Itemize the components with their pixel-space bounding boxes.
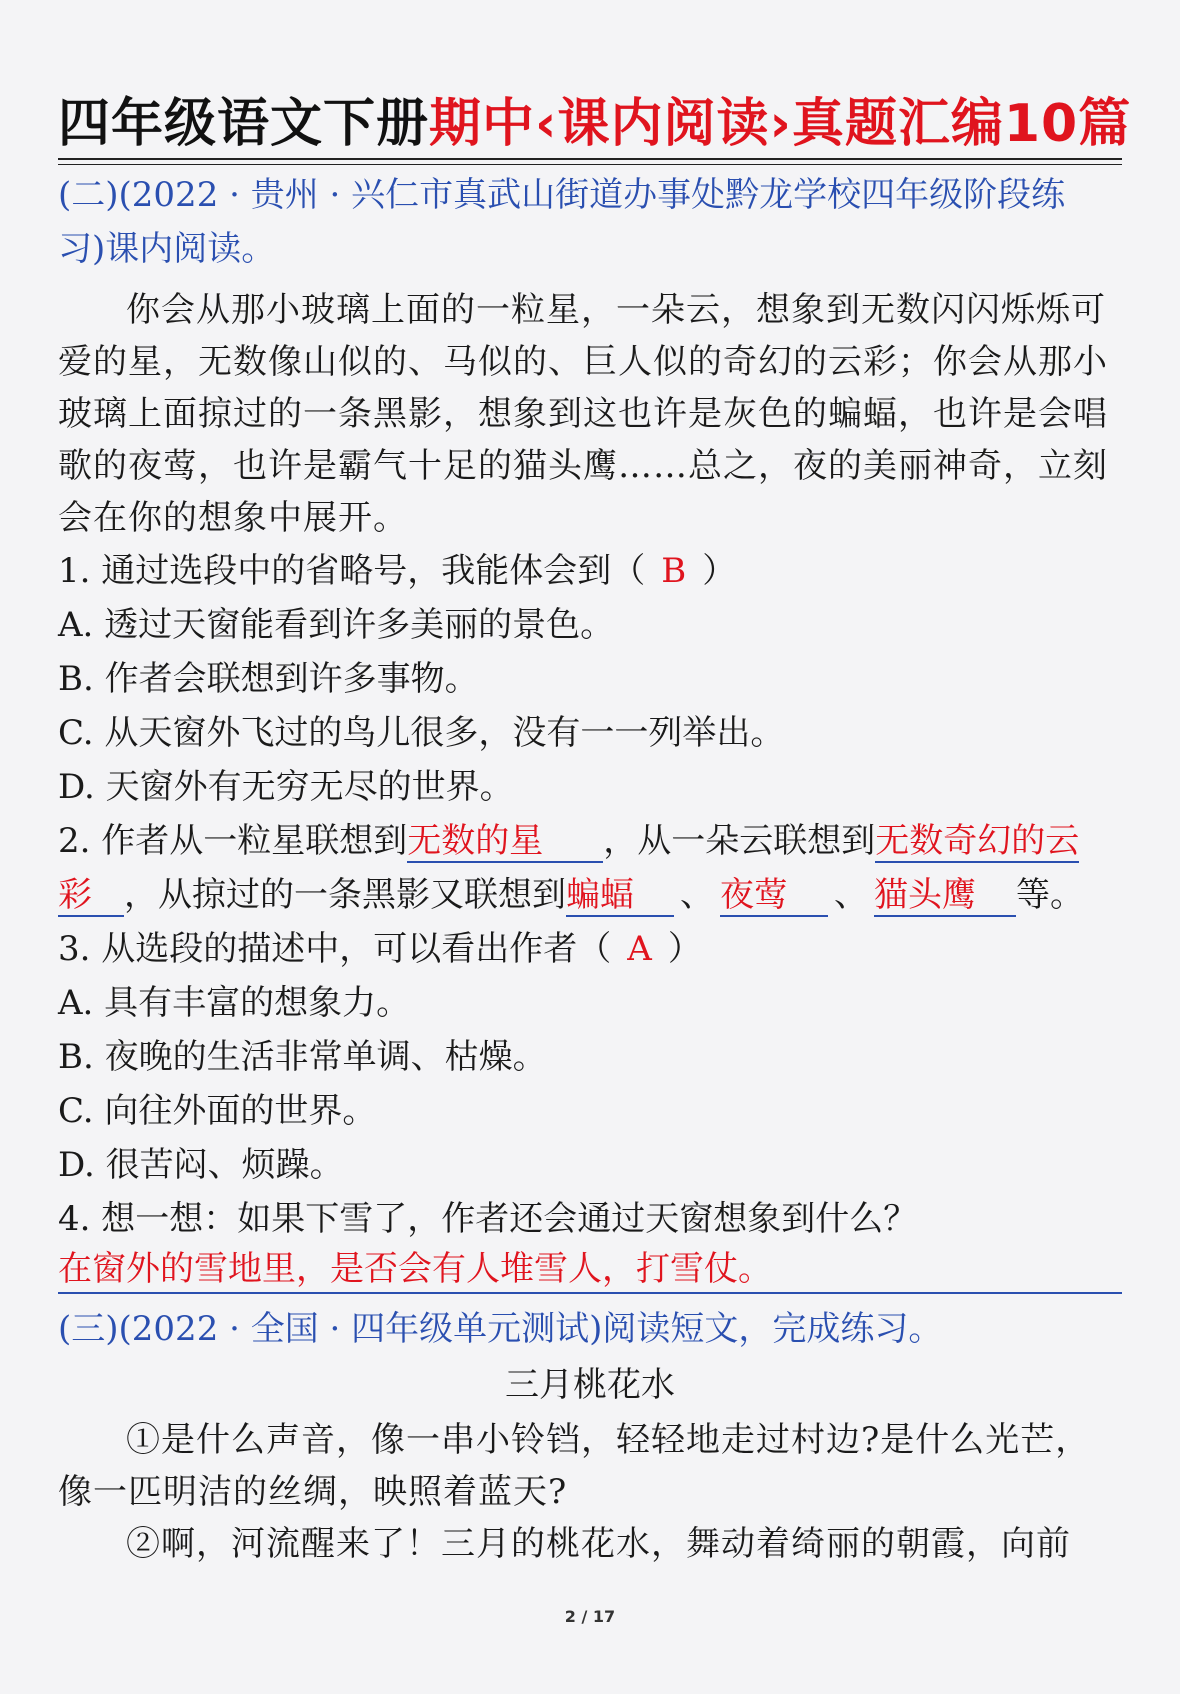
section2-header bbox=[58, 168, 1122, 276]
question-2-line1 bbox=[58, 814, 1079, 868]
q1-option-b: B. 作者会联想到许多事物。 bbox=[58, 659, 479, 699]
article-para-1: ①是什么声音，像一串小铃铛，轻轻地走过村边?是什么光芒，像一匹明洁的丝绸，映照着蓝天? bbox=[58, 1420, 1091, 1512]
q2-answer-2b: 彩 bbox=[58, 875, 124, 917]
q3-option-d: D. 很苦闷、烦躁。 bbox=[58, 1145, 344, 1185]
question-4-text: 4. 想一想：如果下雪了，作者还会通过天窗想象到什么？ bbox=[58, 1199, 918, 1239]
title-part-red: 期中‹课内阅读›真题汇编10篇 bbox=[429, 94, 1132, 154]
q2-answer-1: 无数的星 bbox=[407, 821, 603, 863]
q2-prompt-2: ，从一朵云联想到 bbox=[603, 821, 876, 861]
q3-option-c: C. 向往外面的世界。 bbox=[58, 1091, 377, 1131]
question-3-text: 3. 从选段的描述中，可以看出作者（ bbox=[58, 929, 612, 969]
q2-answer-4: 夜莺 bbox=[720, 875, 828, 917]
q2-sep-1: 、 bbox=[680, 875, 714, 915]
article-para-2: ②啊，河流醒来了！三月的桃花水，舞动着绮丽的朝霞，向前 bbox=[126, 1524, 1071, 1564]
title-part-black: 四年级语文下册 bbox=[58, 94, 430, 154]
question-4-answer: 在窗外的雪地里，是否会有人堆雪人，打雪仗。 bbox=[58, 1246, 1122, 1294]
question-1-close: ） bbox=[702, 551, 737, 591]
q3-option-b: B. 夜晚的生活非常单调、枯燥。 bbox=[58, 1037, 547, 1077]
article-title: 三月桃花水 bbox=[505, 1365, 675, 1405]
q3-option-a: A. 具有丰富的想象力。 bbox=[58, 983, 411, 1023]
section2-header-line1: (二)(2022 · 贵州 · 兴仁市真武山街道办事处黔龙学校四年级阶段练 bbox=[58, 175, 1066, 215]
question-3-close: ） bbox=[667, 929, 702, 969]
question-1-text: 1. 通过选段中的省略号，我能体会到（ bbox=[58, 551, 646, 591]
q2-answer-5: 猫头鹰 bbox=[874, 875, 1016, 917]
q1-option-d: D. 天窗外有无穷无尽的世界。 bbox=[58, 767, 514, 807]
section2-header-line2: 习)课内阅读。 bbox=[58, 229, 276, 269]
question-2-line2 bbox=[58, 868, 1084, 922]
question-1 bbox=[58, 544, 736, 598]
page-title bbox=[58, 92, 1132, 156]
q1-option-c: C. 从天窗外飞过的鸟儿很多，没有一一列举出。 bbox=[58, 713, 785, 753]
q2-sep-2: 、 bbox=[834, 875, 868, 915]
q2-prompt-4: 等。 bbox=[1016, 875, 1084, 915]
q2-answer-3: 蝙蝠 bbox=[566, 875, 674, 917]
title-rule-bottom bbox=[58, 164, 1122, 165]
question-1-answer: B bbox=[661, 551, 687, 591]
q2-prompt-3: ，从掠过的一条黑影又联想到 bbox=[124, 875, 566, 915]
q1-option-a: A. 透过天窗能看到许多美丽的景色。 bbox=[58, 605, 615, 645]
title-rule-top bbox=[58, 158, 1122, 160]
q2-prompt-1: 2. 作者从一粒星联想到 bbox=[58, 821, 408, 861]
page-number: 2 / 17 bbox=[564, 1607, 616, 1626]
question-3-answer: A bbox=[627, 929, 652, 969]
q2-answer-2a: 无数奇幻的云 bbox=[875, 821, 1080, 861]
question-3 bbox=[58, 922, 702, 976]
section2-passage: 你会从那小玻璃上面的一粒星，一朵云，想象到无数闪闪烁烁可爱的星，无数像山似的、马似的、巨人似的奇幻的云彩；你会从那小玻璃上面掠过的一条黑影，想象到这也许是灰色的蝙蝠，也许是会唱歌的夜莺，也许是霸气十足的猫头鹰……总之，夜的美丽神奇，立刻会在你的想象中展开。 bbox=[58, 290, 1108, 538]
section3-header: (三)(2022 · 全国 · 四年级单元测试)阅读短文，完成练习。 bbox=[58, 1309, 943, 1349]
